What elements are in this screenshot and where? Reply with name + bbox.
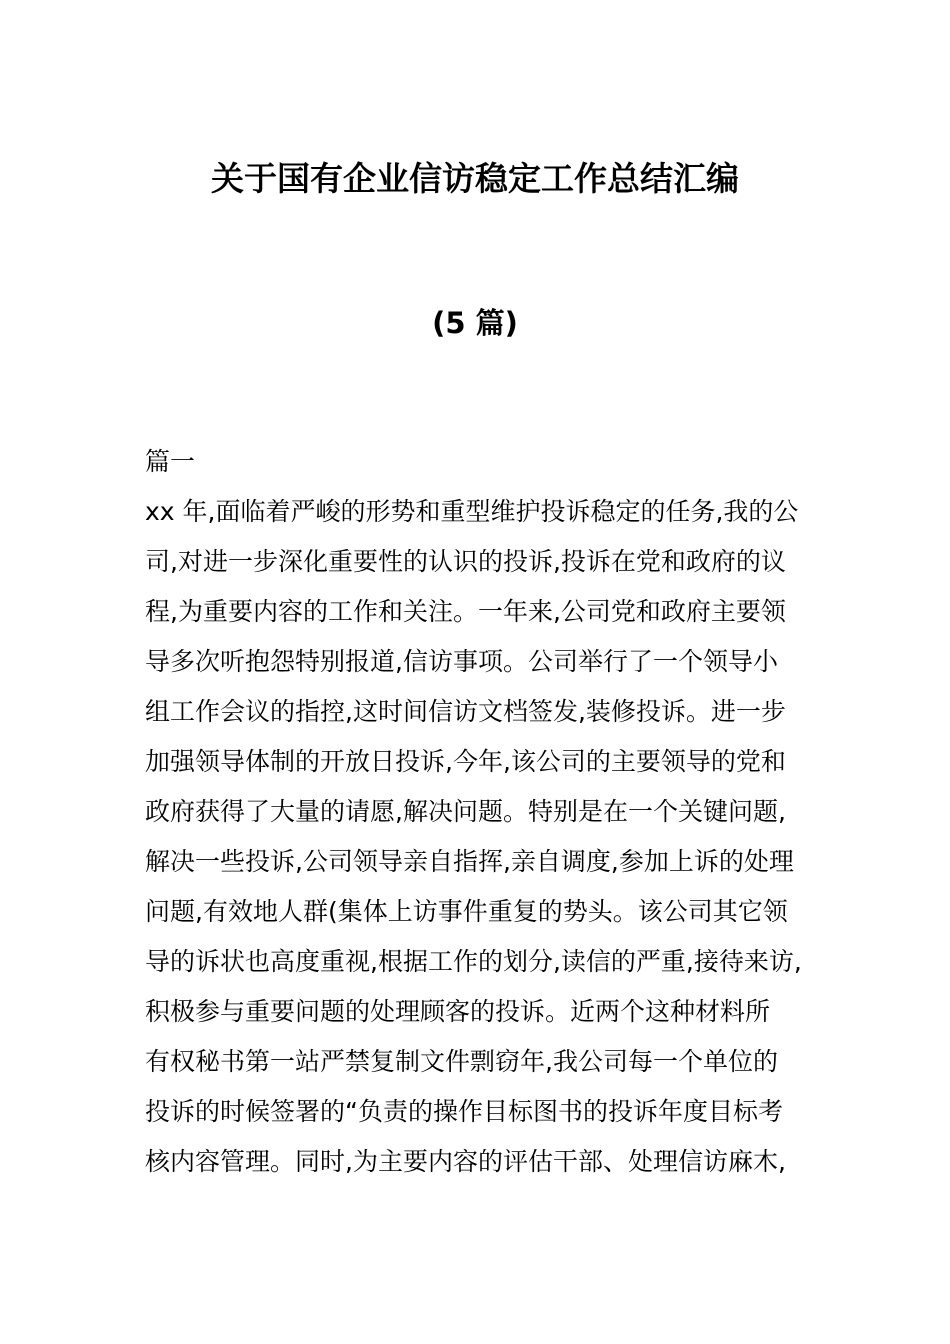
body-line: 加强领导体制的开放日投诉,今年,该公司的主要领导的党和 (145, 747, 786, 776)
body-text (145, 487, 815, 1187)
body-line: xx 年,面临着严峻的形势和重型维护投诉稳定的任务,我的公 (145, 497, 799, 526)
body-line: 核内容管理。同时,为主要内容的评估干部、处理信访麻木, (145, 1147, 786, 1176)
body-line: 程,为重要内容的工作和关注。一年来,公司党和政府主要领 (145, 597, 786, 626)
body-line: 导多次听抱怨特别报道,信访事项。公司举行了一个领导小 (145, 647, 778, 676)
body-line: 有权秘书第一站严禁复制文件剽窃年,我公司每一个单位的 (145, 1047, 778, 1076)
body-line: 司,对进一步深化重要性的认识的投诉,投诉在党和政府的议 (145, 547, 786, 576)
body-line: 组工作会议的指控,这时间信访文档签发,装修投诉。进一步 (145, 697, 786, 726)
body-line: 投诉的时候签署的“负责的操作目标图书的投诉年度目标考 (145, 1097, 783, 1126)
body-line: 解决一些投诉,公司领导亲自指挥,亲自调度,参加上诉的处理 (145, 847, 794, 876)
body-line: 导的诉状也高度重视,根据工作的划分,读信的严重,接待来访, (145, 947, 802, 976)
document-title: 关于国有企业信访稳定工作总结汇编 (211, 159, 739, 198)
body-line: 政府获得了大量的请愿,解决问题。特别是在一个关键问题, (145, 797, 786, 826)
body-line: 积极参与重要问题的处理顾客的投诉。近两个这种材料所 (145, 997, 771, 1026)
document-subtitle: (5 篇) (432, 306, 518, 340)
body-line: 问题,有效地人群(集体上访事件重复的势头。该公司其它领 (145, 897, 788, 926)
section-heading: 篇一 (145, 447, 196, 476)
